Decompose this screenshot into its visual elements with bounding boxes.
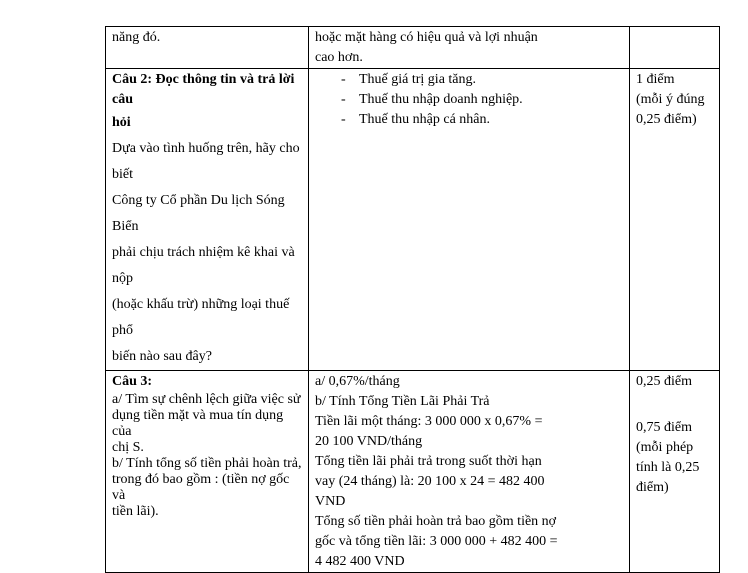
- question-3-line: trong đó bao gồm : (tiền nợ gốc và: [112, 472, 290, 503]
- question-3-line: tiền lãi).: [112, 504, 159, 519]
- answer-line: Tiền lãi một tháng: 3 000 000 x 0,67% =: [315, 414, 543, 429]
- score-line: 1 điểm: [636, 72, 675, 87]
- answer-key-table: [105, 26, 720, 573]
- score-line: tính là 0,25: [636, 460, 700, 475]
- score-line: (mỗi ý đúng: [636, 92, 705, 107]
- answer-line: VND: [315, 494, 346, 509]
- table-row-continuation: [106, 27, 720, 69]
- tax-list: [315, 70, 624, 130]
- answer-line: 20 100 VND/tháng: [315, 434, 423, 449]
- spacer: [636, 392, 714, 418]
- answer-line: gốc và tổng tiền lãi: 3 000 000 + 482 400 =: [315, 534, 558, 549]
- score-line: 0,25 điểm: [636, 374, 692, 389]
- table-row-question-3: [106, 371, 720, 573]
- cell-score-continuation: [630, 27, 720, 69]
- cell-question-2: [106, 69, 309, 371]
- question-2-title: Câu 2: Đọc thông tin và trả lời câu: [112, 72, 295, 107]
- question-3-line: chị S.: [112, 440, 144, 455]
- tax-list-item: - Thuế giá trị gia tăng.: [315, 70, 624, 90]
- question-2-line: Công ty Cổ phần Du lịch Sóng Biển: [112, 193, 285, 234]
- question-2-line: (hoặc khấu trừ) những loại thuế phổ: [112, 297, 290, 338]
- question-3-title: Câu 3:: [112, 374, 153, 389]
- table-row-question-2: [106, 69, 720, 371]
- answer-line: b/ Tính Tổng Tiền Lãi Phải Trả: [315, 394, 490, 409]
- answer-line: 4 482 400 VND: [315, 554, 405, 569]
- answer-line: hoặc mặt hàng có hiệu quả và lợi nhuận: [315, 30, 538, 45]
- cell-answer-continuation: [309, 27, 630, 69]
- question-3-line: a/ Tìm sự chênh lệch giữa việc sử: [112, 392, 301, 407]
- question-3-line: b/ Tính tổng số tiền phải hoàn trả,: [112, 456, 302, 471]
- answer-line: Tổng số tiền phải hoàn trả bao gồm tiền nợ: [315, 514, 557, 529]
- score-line: 0,75 điểm: [636, 420, 692, 435]
- answer-line: vay (24 tháng) là: 20 100 x 24 = 482 400: [315, 474, 545, 489]
- question-2-line: Dựa vào tình huống trên, hãy cho biết: [112, 141, 300, 182]
- score-line: 0,25 điểm): [636, 112, 697, 127]
- question-2-title: hỏi: [112, 115, 131, 130]
- tax-list-item: - Thuế thu nhập doanh nghiệp.: [315, 90, 624, 110]
- tax-list-item: - Thuế thu nhập cá nhân.: [315, 110, 624, 130]
- cell-score-3: [630, 371, 720, 573]
- cell-score-2: [630, 69, 720, 371]
- question-text: năng đó.: [112, 30, 161, 45]
- cell-question-3: [106, 371, 309, 573]
- cell-answer-2: [309, 69, 630, 371]
- question-3-line: dụng tiền mặt và mua tín dụng của: [112, 408, 284, 439]
- answer-line: cao hơn.: [315, 50, 363, 65]
- answer-line: a/ 0,67%/tháng: [315, 374, 400, 389]
- question-2-line: phải chịu trách nhiệm kê khai và nộp: [112, 245, 295, 286]
- score-line: (mỗi phép: [636, 440, 694, 455]
- cell-answer-3: [309, 371, 630, 573]
- score-line: điểm): [636, 480, 669, 495]
- answer-line: Tổng tiền lãi phải trả trong suốt thời hạn: [315, 454, 542, 469]
- cell-question-continuation: [106, 27, 309, 69]
- question-2-line: biến nào sau đây?: [112, 349, 212, 364]
